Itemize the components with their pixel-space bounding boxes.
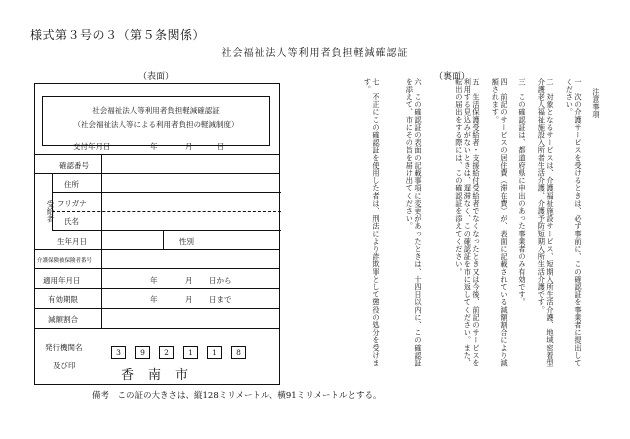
issuer-label: 発行機関名 bbox=[45, 343, 83, 352]
valid-year-unit: 年 bbox=[150, 295, 158, 304]
valid-until-suffix: 日まで bbox=[209, 295, 232, 304]
issuer-code-digit: 3 bbox=[111, 346, 126, 359]
notes-heading: 注意事項 bbox=[592, 88, 601, 119]
issuer-seal-label: 及び印 bbox=[53, 361, 76, 370]
start-year-unit: 年 bbox=[150, 276, 158, 285]
back-note-5: 五 生活保護受給者・支援給付受給者でなくなったとき又は今後、前記のサービスを利用する見込みがないときは、遅滞なく、この確認証を市に返してください。また、転出の届出をする際には、この確認証を添えてください。 bbox=[454, 78, 481, 367]
issuer-code-digit: 9 bbox=[135, 346, 150, 359]
card-title-box bbox=[42, 96, 270, 146]
back-side bbox=[304, 78, 600, 378]
issuer-city: 香南市 bbox=[121, 368, 203, 383]
issue-month-unit: 月 bbox=[185, 142, 193, 151]
back-note-7: 七 不正にこの確認証を使用した者は、刑法により詐欺罪として懲役の処分を受けます。 bbox=[363, 78, 381, 367]
birthdate-label: 生年月日 bbox=[57, 237, 87, 246]
issuer-code-digit: 1 bbox=[207, 346, 222, 359]
front-card bbox=[34, 83, 280, 385]
issuer-code-boxes bbox=[111, 346, 251, 360]
issue-date-label: 交付年月日 bbox=[73, 142, 111, 151]
back-note-2: 二 対象となるサービスは、介護福祉施設サービス、短期入所生活介護、地域密着型介護老人福祉施設入所者生活介護、介護予防短期入所生活介護です。 bbox=[537, 78, 555, 367]
reduction-rate-label: 減額割合 bbox=[48, 315, 78, 324]
issuer-code-digit: 2 bbox=[159, 346, 174, 359]
issuer-code-digit: 1 bbox=[183, 346, 198, 359]
back-label: （裏面） bbox=[434, 72, 471, 82]
sex-label: 性別 bbox=[179, 237, 194, 246]
address-label: 住所 bbox=[64, 180, 79, 189]
front-label: （表面） bbox=[138, 72, 175, 82]
back-note-1: 一 次の介護サービスを受けるときは、必ず事前に、この確認証を事業者に提出してください。 bbox=[565, 78, 583, 367]
form-number: 様式第３号の３（第５条関係） bbox=[30, 28, 206, 42]
issue-day-unit: 日 bbox=[217, 142, 225, 151]
back-note-6: 六 この確認証の表面の記載事項に変更があったときは、十四日以内に、この確認証を添えて、市にその旨を届け出てください。 bbox=[405, 78, 423, 367]
back-note-3: 三 この確認証は、都道府県に申出のあった事業者のみ有効です。 bbox=[518, 78, 527, 306]
card-subtitle: （社会福祉法人等による利用者負担の軽減制度） bbox=[73, 120, 239, 129]
valid-until-label: 有効期限 bbox=[48, 295, 78, 304]
confirmation-no-label: 確認番号 bbox=[59, 161, 89, 170]
start-from-suffix: 日から bbox=[209, 276, 232, 285]
name-label: 氏名 bbox=[64, 217, 79, 226]
page-title: 社会福祉法人等利用者負担軽減確認証 bbox=[221, 48, 409, 59]
issue-year-unit: 年 bbox=[150, 142, 158, 151]
start-month-unit: 月 bbox=[185, 276, 193, 285]
valid-month-unit: 月 bbox=[185, 295, 193, 304]
recipient-label: 受給者 bbox=[46, 200, 55, 223]
furigana-label: フリガナ bbox=[57, 199, 87, 208]
issuer-code-digit: 8 bbox=[231, 346, 246, 359]
card-title: 社会福祉法人等利用者負担軽減確認証 bbox=[92, 106, 220, 115]
back-note-4: 四 前記のサービスの居住費（滞在費）が、表面に記載されている減額割合により減額されます。 bbox=[491, 78, 509, 367]
footnote: 備考 この証の大きさは、縦128ミリメートル、横91ミリメートルとする。 bbox=[92, 391, 382, 401]
start-date-label: 適用年月日 bbox=[43, 276, 81, 285]
insured-no-label: 介護保険被保険者番号 bbox=[37, 258, 93, 264]
